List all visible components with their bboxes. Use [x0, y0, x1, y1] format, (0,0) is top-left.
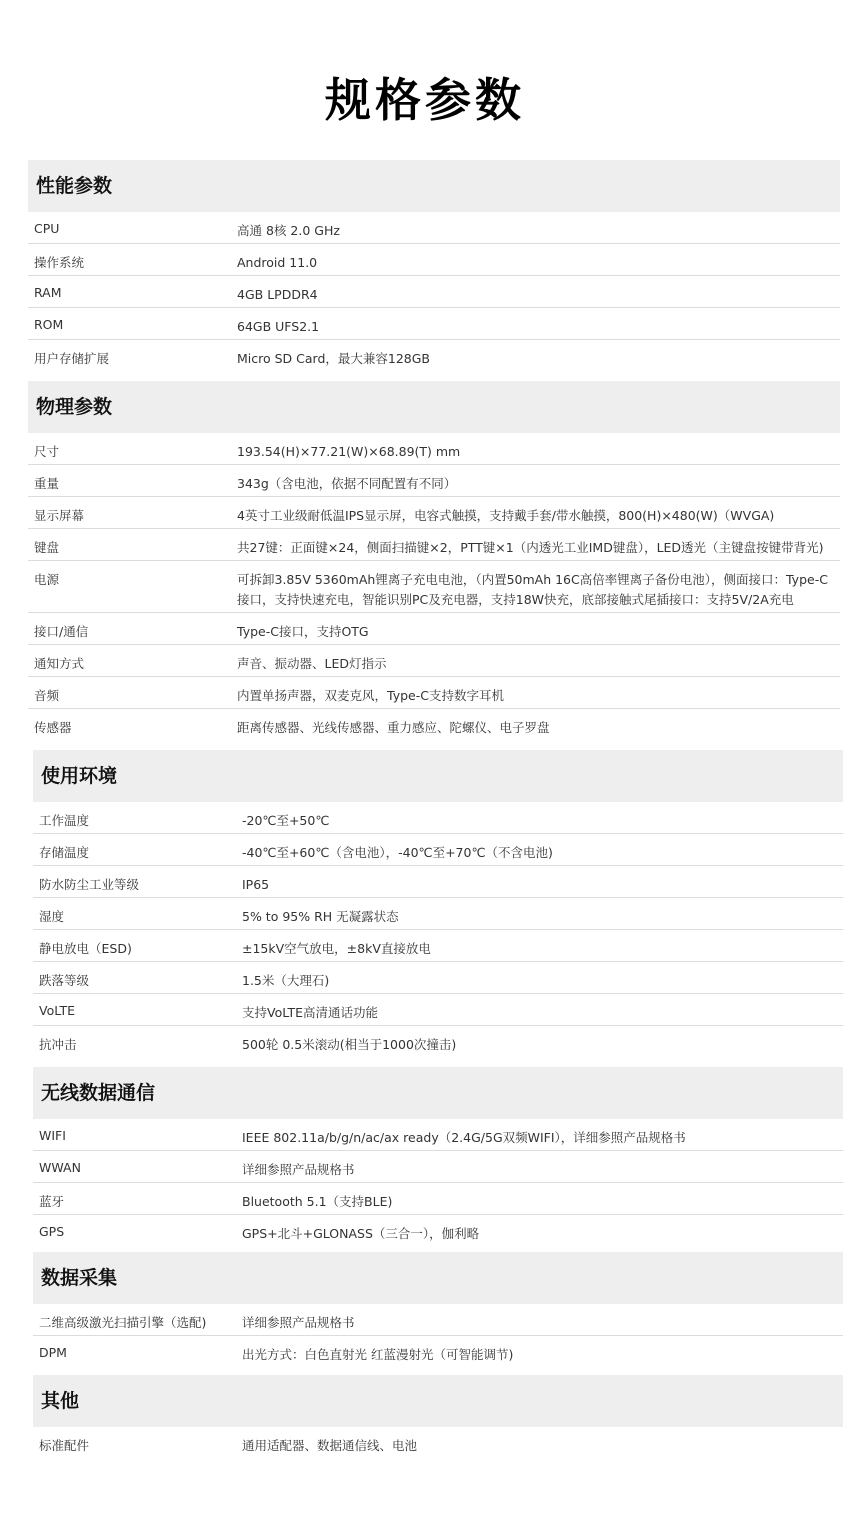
- spec-label: CPU: [34, 221, 60, 236]
- spec-value: 5% to 95% RH 无凝露状态: [242, 909, 399, 924]
- spec-row: [33, 1119, 843, 1151]
- spec-value: Micro SD Card，最大兼容128GB: [237, 351, 431, 366]
- spec-value: 4英寸工业级耐低温IPS显示屏，电容式触摸，支持戴手套/带水触摸，800(H)×480(W)（WVGA): [237, 508, 775, 523]
- spec-row: [33, 930, 843, 962]
- spec-value: IP65: [242, 877, 270, 892]
- section-heading: 无线数据通信: [33, 1067, 843, 1119]
- spec-section: [28, 381, 840, 740]
- spec-row: [33, 1304, 843, 1336]
- spec-label: WWAN: [39, 1160, 81, 1175]
- spec-value: 详细参照产品规格书: [242, 1315, 355, 1330]
- spec-value: GPS+北斗+GLONASS（三合一），伽利略: [242, 1226, 480, 1241]
- section-heading: 物理参数: [28, 381, 840, 433]
- spec-label: 显示屏幕: [34, 508, 85, 523]
- spec-row: [28, 308, 840, 340]
- spec-section: [33, 1252, 843, 1367]
- spec-label: RAM: [34, 285, 62, 300]
- spec-row: [28, 212, 840, 244]
- spec-label: GPS: [39, 1224, 65, 1239]
- spec-label: 防水防尘工业等级: [39, 877, 140, 892]
- section-heading: 使用环境: [33, 750, 843, 802]
- spec-label: 跌落等级: [39, 973, 90, 988]
- spec-row: [28, 561, 840, 613]
- spec-row: [28, 645, 840, 677]
- spec-row: [33, 1026, 843, 1057]
- spec-value: 通用适配器、数据通信线、电池: [242, 1438, 418, 1453]
- spec-value: 193.54(H)×77.21(W)×68.89(T) mm: [237, 444, 461, 459]
- spec-label: 键盘: [34, 540, 60, 555]
- spec-label: 通知方式: [34, 656, 85, 671]
- spec-label: 二维高级激光扫描引擎（选配): [39, 1315, 207, 1330]
- spec-row: [28, 529, 840, 561]
- spec-value: 支持VoLTE高清通话功能: [242, 1005, 379, 1020]
- spec-label: 抗冲击: [39, 1037, 77, 1052]
- spec-row: [28, 244, 840, 276]
- section-heading: 数据采集: [33, 1252, 843, 1304]
- spec-value: 高通 8核 2.0 GHz: [237, 223, 340, 238]
- section-heading: 其他: [33, 1375, 843, 1427]
- spec-section: [33, 750, 843, 1057]
- spec-row: [33, 1151, 843, 1183]
- spec-value: 声音、振动器、LED灯指示: [237, 656, 387, 671]
- spec-label: 接口/通信: [34, 624, 89, 639]
- spec-value: -40℃至+60℃（含电池），-40℃至+70℃（不含电池): [242, 845, 553, 860]
- spec-label: DPM: [39, 1345, 67, 1360]
- spec-value: 343g（含电池，依据不同配置有不同）: [237, 476, 457, 491]
- spec-label: 存储温度: [39, 845, 90, 860]
- spec-section: [33, 1375, 843, 1458]
- section-heading: 性能参数: [28, 160, 840, 212]
- spec-row: [33, 866, 843, 898]
- spec-label: 传感器: [34, 720, 72, 735]
- spec-value: ±15kV空气放电，±8kV直接放电: [242, 941, 431, 956]
- spec-row: [33, 1215, 843, 1246]
- spec-row: [33, 994, 843, 1026]
- spec-label: 静电放电（ESD): [39, 941, 132, 956]
- spec-value: 1.5米（大理石): [242, 973, 330, 988]
- spec-value: 500轮 0.5米滚动(相当于1000次撞击): [242, 1037, 457, 1052]
- spec-label: 尺寸: [34, 444, 60, 459]
- spec-row: [33, 1183, 843, 1215]
- spec-section: [28, 160, 840, 371]
- spec-row: [33, 802, 843, 834]
- spec-row: [28, 677, 840, 709]
- spec-value: -20℃至+50℃: [242, 813, 330, 828]
- spec-row: [28, 709, 840, 740]
- spec-value: Android 11.0: [237, 255, 318, 270]
- page-title: 规格参数: [325, 73, 525, 127]
- spec-row: [33, 898, 843, 930]
- spec-value: IEEE 802.11a/b/g/n/ac/ax ready（2.4G/5G双频WIFI），详细参照产品规格书: [242, 1130, 686, 1145]
- spec-label: 工作温度: [39, 813, 90, 828]
- spec-label: ROM: [34, 317, 64, 332]
- spec-value: 出光方式：白色直射光 红蓝漫射光（可智能调节): [242, 1347, 514, 1362]
- spec-label: 电源: [34, 572, 60, 587]
- spec-row: [28, 340, 840, 371]
- spec-label: 音频: [34, 688, 60, 703]
- spec-value: 详细参照产品规格书: [242, 1162, 355, 1177]
- spec-value: Type-C接口，支持OTG: [237, 624, 369, 639]
- spec-label: 用户存储扩展: [34, 351, 110, 366]
- spec-row: [33, 1427, 843, 1458]
- spec-row: [28, 465, 840, 497]
- spec-section: [33, 1067, 843, 1246]
- spec-row: [33, 1336, 843, 1367]
- spec-label: 重量: [34, 476, 60, 491]
- spec-row: [33, 962, 843, 994]
- spec-label: VoLTE: [39, 1003, 76, 1018]
- spec-row: [33, 834, 843, 866]
- spec-row: [28, 613, 840, 645]
- spec-value: 内置单扬声器，双麦克风，Type-C支持数字耳机: [237, 688, 504, 703]
- spec-label: 湿度: [39, 909, 65, 924]
- spec-label: WIFI: [39, 1128, 66, 1143]
- spec-value: 可拆卸3.85V 5360mAh锂离子充电电池，（内置50mAh 16C高倍率锂离子备份电池），侧面接口：Type-C接口，支持快速充电，智能识别PC及充电器，支持18W快充，底部接触式尾插接口：支持5V/2A充电: [237, 572, 828, 607]
- spec-row: [28, 497, 840, 529]
- spec-label: 蓝牙: [39, 1194, 65, 1209]
- spec-value: 共27键：正面键×24，侧面扫描键×2，PTT键×1（内透光工业IMD键盘），LED透光（主键盘按键带背光): [237, 540, 824, 555]
- spec-row: [28, 276, 840, 308]
- spec-label: 标准配件: [39, 1438, 90, 1453]
- spec-value: 4GB LPDDR4: [237, 287, 318, 302]
- spec-row: [28, 433, 840, 465]
- spec-value: Bluetooth 5.1（支持BLE): [242, 1194, 393, 1209]
- spec-label: 操作系统: [34, 255, 85, 270]
- spec-value: 距离传感器、光线传感器、重力感应、陀螺仪、电子罗盘: [237, 720, 550, 735]
- spec-value: 64GB UFS2.1: [237, 319, 320, 334]
